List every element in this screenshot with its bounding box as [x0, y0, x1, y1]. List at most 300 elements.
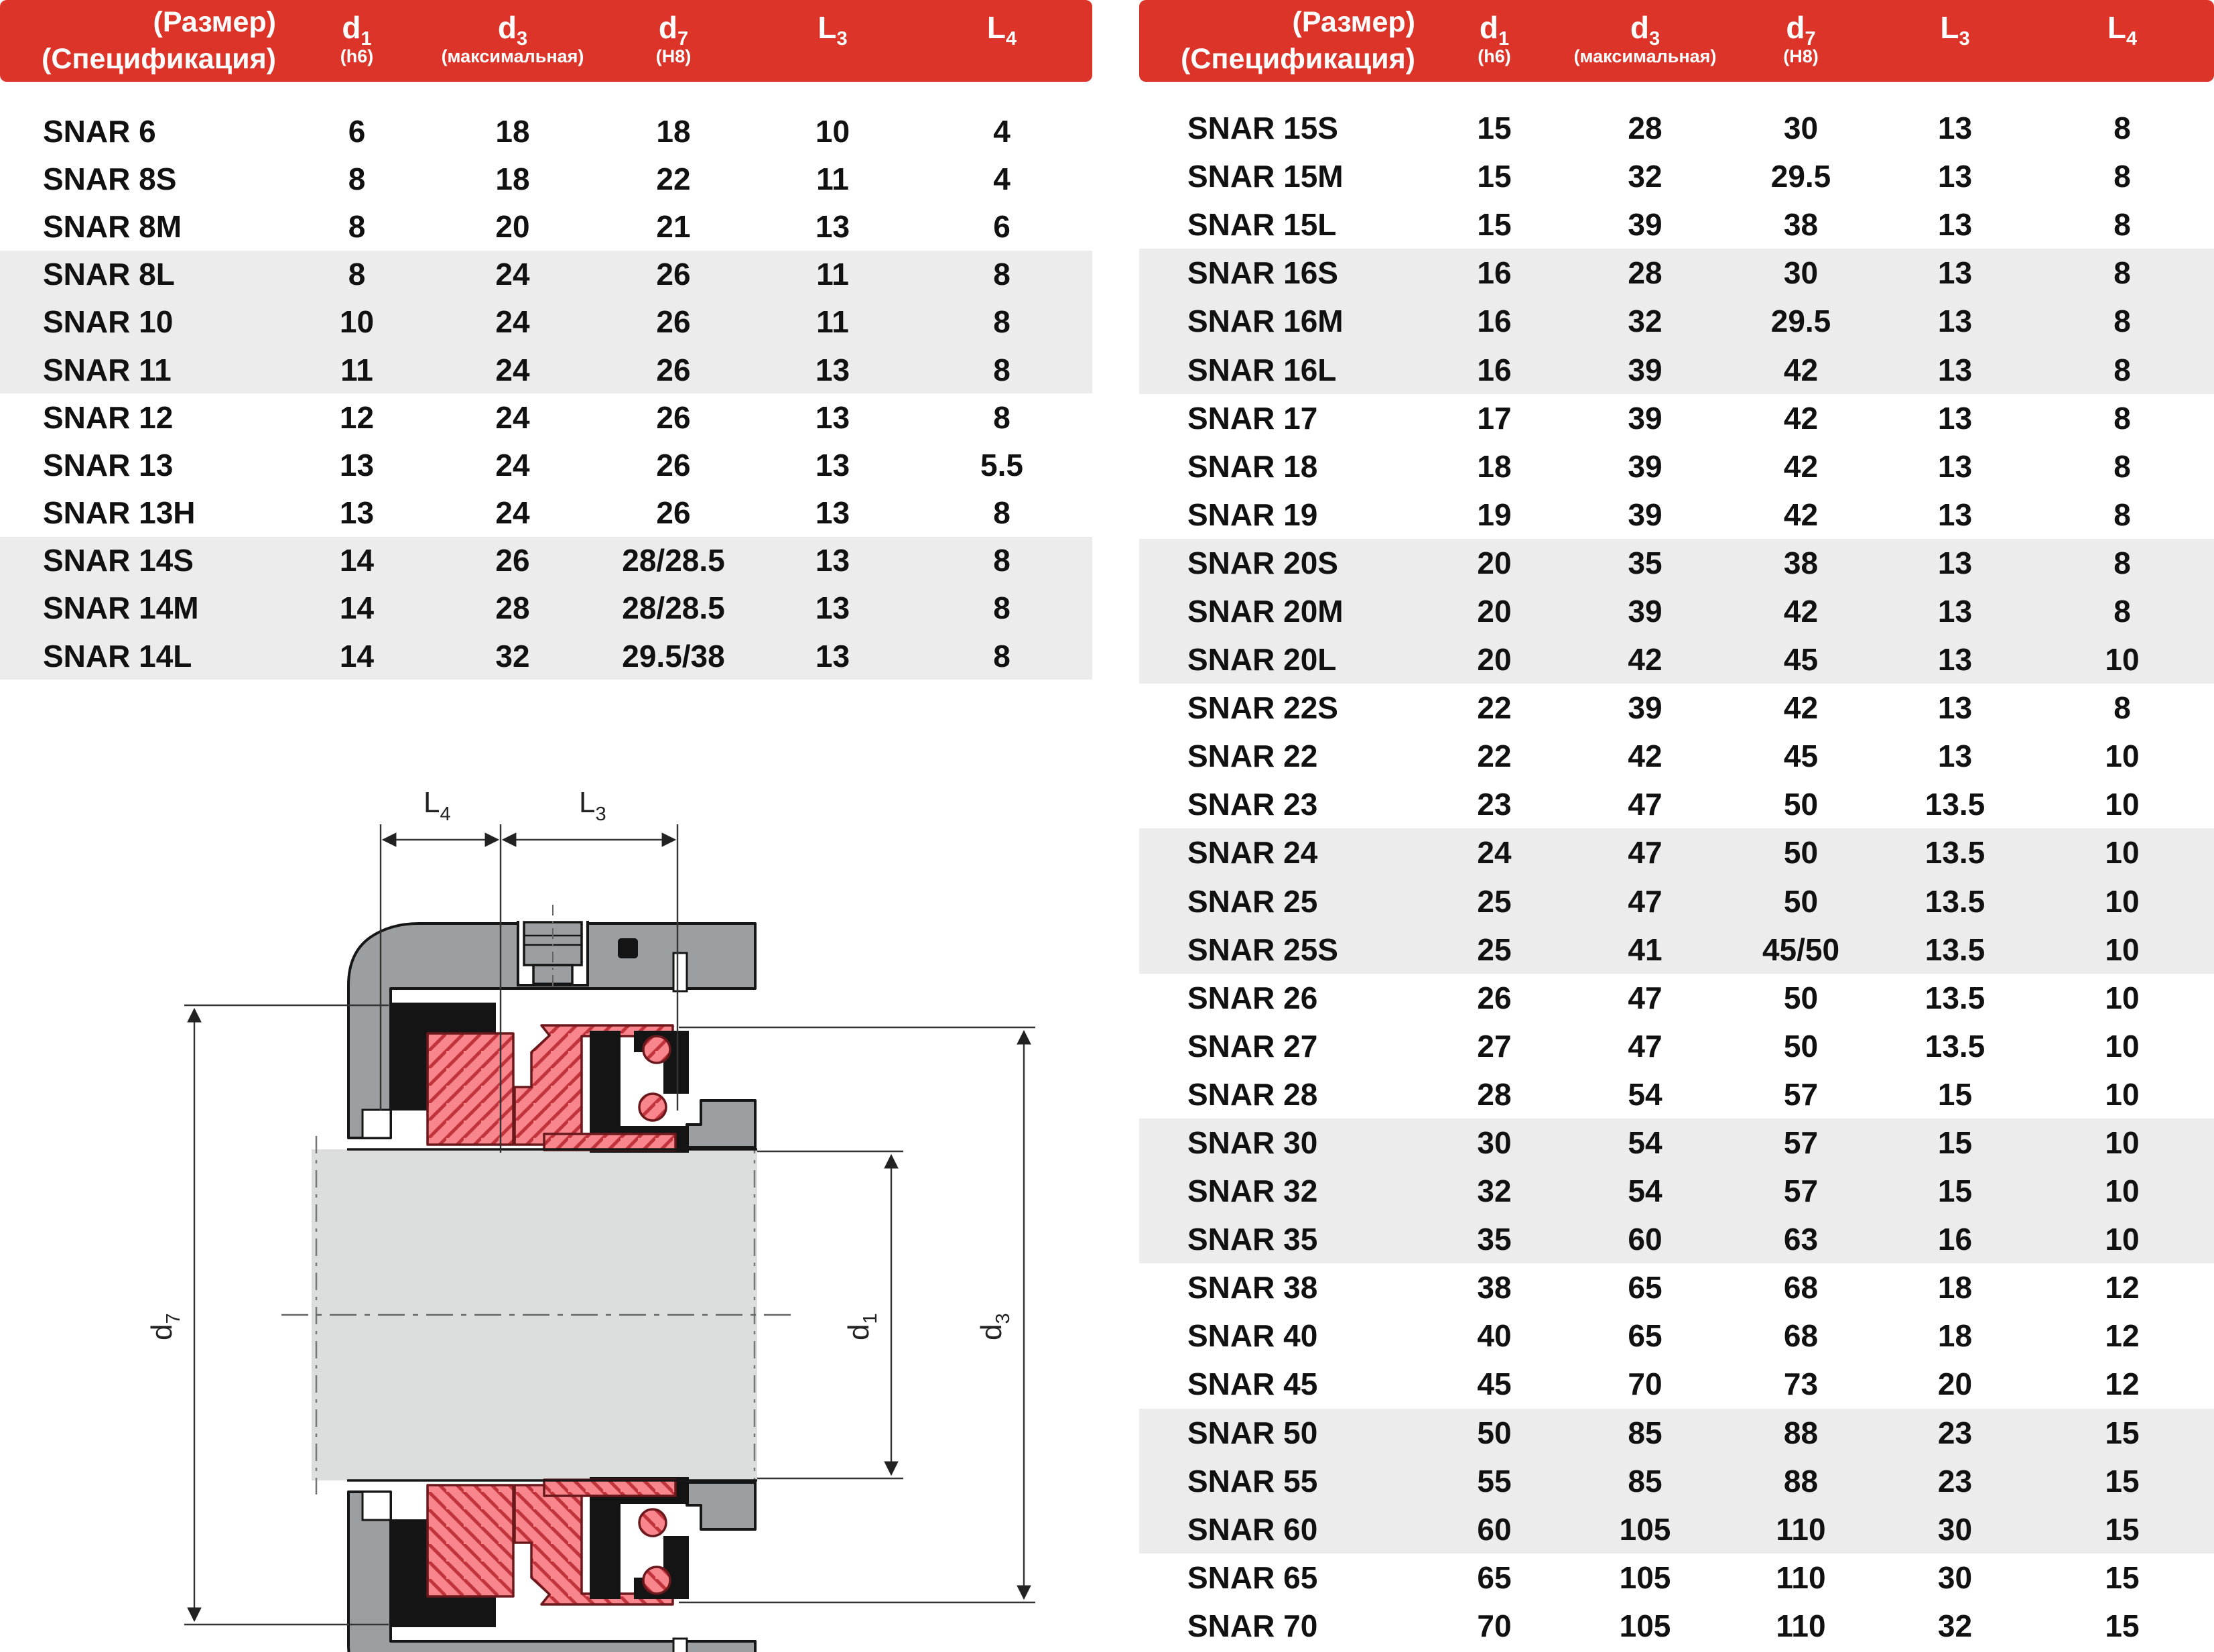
cell-l3: 13.5 — [1925, 980, 1985, 1015]
table-header — [1139, 0, 2214, 82]
cell-name: SNAR 14L — [43, 638, 192, 674]
cell-d3: 65 — [1628, 1318, 1663, 1354]
header-spec-line: (Спецификация) — [42, 43, 276, 75]
header-col-L4 — [2030, 12, 2214, 70]
table-row — [0, 251, 1092, 298]
cell-d7: 42 — [1783, 352, 1819, 387]
cell-d7: 50 — [1783, 883, 1819, 919]
cell-d3: 105 — [1619, 1511, 1671, 1547]
table-row — [1139, 732, 2214, 780]
cell-d1: 16 — [1477, 352, 1512, 387]
cell-l3: 15 — [1937, 1125, 1973, 1161]
table-row — [1139, 539, 2214, 587]
table-row — [1139, 828, 2214, 877]
cell-d1: 13 — [339, 495, 375, 531]
cell-name: SNAR 26 — [1187, 980, 1318, 1015]
cell-name: SNAR 60 — [1187, 1511, 1318, 1547]
table-row — [1139, 780, 2214, 828]
cell-l4: 8 — [993, 495, 1011, 531]
cell-l3: 16 — [1937, 1222, 1973, 1257]
cell-name: SNAR 17 — [1187, 400, 1318, 436]
cell-d1: 38 — [1477, 1270, 1512, 1306]
cell-d1: 45 — [1477, 1367, 1512, 1402]
cell-d3: 24 — [495, 447, 530, 483]
cell-d3: 39 — [1628, 352, 1663, 387]
header-col-L3 — [1880, 12, 2030, 70]
seal-cross-section-diagram — [80, 737, 1086, 1652]
cell-d7: 57 — [1783, 1076, 1819, 1112]
table-row — [1139, 684, 2214, 732]
cell-l4: 10 — [2105, 1076, 2140, 1112]
cell-name: SNAR 15S — [1187, 111, 1338, 146]
cell-l4: 8 — [2113, 545, 2131, 580]
cell-l4: 10 — [2105, 835, 2140, 871]
header-spec-line: (Спецификация) — [1181, 43, 1415, 75]
cell-name: SNAR 10 — [43, 304, 174, 340]
table-row — [1139, 1022, 2214, 1070]
cell-d3: 28 — [1628, 255, 1663, 291]
d1-label: d — [342, 10, 361, 45]
cell-l3: 10 — [815, 113, 850, 149]
cell-d7: 73 — [1783, 1367, 1819, 1402]
cell-d7: 26 — [656, 447, 691, 483]
table-row — [1139, 152, 2214, 200]
table-row — [1139, 1215, 2214, 1263]
cell-l4: 12 — [2105, 1270, 2140, 1306]
table-row — [1139, 394, 2214, 442]
cell-l4: 8 — [993, 304, 1011, 340]
table-row — [1139, 1553, 2214, 1602]
cell-l4: 15 — [2105, 1463, 2140, 1499]
header-col-d1 — [1421, 12, 1568, 70]
table-row — [0, 441, 1092, 489]
cell-d7: 29.5 — [1770, 304, 1831, 339]
L4-label: L — [986, 10, 1006, 45]
d3-label: d — [1630, 10, 1649, 45]
table-header — [0, 0, 1092, 82]
d3-note: (максимальная) — [441, 46, 584, 66]
cell-name: SNAR 16M — [1187, 304, 1344, 339]
cell-l3: 13 — [1937, 159, 1973, 194]
cell-d7: 42 — [1783, 690, 1819, 726]
cell-l3: 13 — [1937, 111, 1973, 146]
cell-d3: 28 — [495, 590, 530, 626]
header-col-d1 — [281, 12, 432, 70]
cell-l3: 13 — [815, 352, 850, 387]
cell-d7: 45 — [1783, 642, 1819, 678]
cell-d7: 50 — [1783, 1028, 1819, 1064]
set-screw — [518, 905, 588, 991]
table-row — [1139, 926, 2214, 974]
cell-l3: 13 — [1937, 690, 1973, 726]
table-row — [1139, 249, 2214, 297]
left-spec-table — [0, 0, 1092, 680]
cell-name: SNAR 15M — [1187, 159, 1344, 194]
cell-l3: 30 — [1937, 1560, 1973, 1595]
cell-l4: 10 — [2105, 1222, 2140, 1257]
cell-l3: 13.5 — [1925, 835, 1985, 871]
cell-d7: 57 — [1783, 1173, 1819, 1209]
cell-d1: 22 — [1477, 690, 1512, 726]
cell-d7: 50 — [1783, 787, 1819, 822]
cell-d7: 30 — [1783, 111, 1819, 146]
cell-name: SNAR 15L — [1187, 207, 1337, 243]
cell-name: SNAR 50 — [1187, 1415, 1318, 1450]
cell-d1: 10 — [339, 304, 375, 340]
cell-name: SNAR 32 — [1187, 1173, 1318, 1209]
cell-l4: 8 — [2113, 207, 2131, 243]
cell-name: SNAR 35 — [1187, 1222, 1318, 1257]
cell-d7: 45 — [1783, 739, 1819, 774]
cell-d3: 41 — [1628, 932, 1663, 967]
cell-l3: 13 — [815, 543, 850, 578]
dim-label-L3: $L_3$ — [579, 786, 606, 825]
cell-l4: 5.5 — [980, 447, 1023, 483]
cell-d3: 105 — [1619, 1560, 1671, 1595]
cell-name: SNAR 70 — [1187, 1608, 1318, 1643]
d7-note: (H8) — [1783, 46, 1819, 66]
cell-d1: 55 — [1477, 1463, 1512, 1499]
header-col-d3 — [1568, 12, 1722, 70]
cell-l4: 10 — [2105, 1028, 2140, 1064]
cell-l4: 10 — [2105, 883, 2140, 919]
cell-l4: 10 — [2105, 1125, 2140, 1161]
table-row — [1139, 1167, 2214, 1215]
table-row — [0, 346, 1092, 393]
cell-l4: 8 — [2113, 352, 2131, 387]
cell-d1: 13 — [339, 447, 375, 483]
cell-name: SNAR 16S — [1187, 255, 1338, 291]
cell-d3: 60 — [1628, 1222, 1663, 1257]
cell-d1: 14 — [339, 590, 375, 626]
cell-d3: 26 — [495, 543, 530, 578]
cell-d7: 57 — [1783, 1125, 1819, 1161]
cell-d1: 16 — [1477, 304, 1512, 339]
L3-sub: 3 — [1959, 28, 1970, 50]
L4-label: L — [2107, 10, 2126, 45]
cell-l4: 8 — [993, 543, 1011, 578]
cell-d7: 68 — [1783, 1318, 1819, 1354]
cell-l3: 18 — [1937, 1318, 1973, 1354]
cell-d1: 27 — [1477, 1028, 1512, 1064]
cell-l4: 15 — [2105, 1511, 2140, 1547]
cell-d7: 22 — [656, 161, 691, 196]
d3-label: d — [497, 10, 517, 45]
cell-l4: 8 — [993, 638, 1011, 674]
cell-name: SNAR 20S — [1187, 545, 1338, 580]
table-row — [1139, 345, 2214, 393]
cell-d3: 47 — [1628, 1028, 1663, 1064]
cell-d7: 88 — [1783, 1463, 1819, 1499]
cell-l3: 15 — [1937, 1173, 1973, 1209]
d1-note: (h6) — [1478, 46, 1511, 66]
cell-d3: 24 — [495, 257, 530, 292]
cell-l3: 13 — [1937, 545, 1973, 580]
header-col-L4 — [911, 12, 1092, 70]
cell-name: SNAR 13 — [43, 447, 174, 483]
cell-d1: 40 — [1477, 1318, 1512, 1354]
cell-d1: 35 — [1477, 1222, 1512, 1257]
cell-name: SNAR 8L — [43, 257, 175, 292]
cell-l3: 30 — [1937, 1511, 1973, 1547]
cell-d7: 29.5 — [1770, 159, 1831, 194]
cell-d3: 47 — [1628, 835, 1663, 871]
cell-d7: 26 — [656, 304, 691, 340]
cell-name: SNAR 27 — [1187, 1028, 1318, 1064]
table-row — [0, 584, 1092, 632]
cell-l4: 4 — [993, 113, 1011, 149]
cell-l4: 8 — [2113, 690, 2131, 726]
cell-name: SNAR 12 — [43, 399, 174, 435]
table-row — [1139, 1457, 2214, 1505]
cell-d1: 11 — [340, 352, 373, 387]
L3-sub: 3 — [836, 28, 848, 50]
cell-d1: 6 — [348, 113, 366, 149]
cell-d1: 22 — [1477, 739, 1512, 774]
cell-d1: 18 — [1477, 448, 1512, 484]
cell-d1: 15 — [1477, 207, 1512, 243]
cell-d1: 8 — [348, 257, 366, 292]
cell-l4: 10 — [2105, 642, 2140, 678]
table-row — [1139, 1602, 2214, 1650]
dim-label-d7: $d_7$ — [145, 1313, 184, 1340]
table-row — [1139, 1312, 2214, 1360]
cell-d1: 60 — [1477, 1511, 1512, 1547]
cell-name: SNAR 22S — [1187, 690, 1338, 726]
cell-d3: 54 — [1628, 1125, 1663, 1161]
table-row — [1139, 1119, 2214, 1167]
cell-name: SNAR 24 — [1187, 835, 1318, 871]
cell-d7: 68 — [1783, 1270, 1819, 1306]
cell-d7: 21 — [656, 208, 691, 244]
cell-d7: 50 — [1783, 980, 1819, 1015]
cell-l4: 8 — [2113, 159, 2131, 194]
cell-d1: 65 — [1477, 1560, 1512, 1595]
cell-d1: 24 — [1477, 835, 1512, 871]
table-body — [1139, 104, 2214, 1650]
cell-name: SNAR 25S — [1187, 932, 1338, 967]
cell-d7: 26 — [656, 399, 691, 435]
table-row — [0, 393, 1092, 441]
cell-l3: 13 — [1937, 400, 1973, 436]
cell-d3: 39 — [1628, 207, 1663, 243]
cell-d1: 25 — [1477, 932, 1512, 967]
cell-l3: 23 — [1937, 1463, 1973, 1499]
cell-l4: 10 — [2105, 932, 2140, 967]
cell-d7: 45/50 — [1762, 932, 1840, 967]
cell-l3: 13 — [1937, 448, 1973, 484]
table-row — [0, 298, 1092, 346]
cell-l3: 18 — [1937, 1270, 1973, 1306]
d3-sub: 3 — [1648, 28, 1661, 50]
table-row — [0, 489, 1092, 537]
cell-d3: 65 — [1628, 1270, 1663, 1306]
cell-l3: 11 — [816, 161, 849, 196]
table-row — [1139, 1409, 2214, 1457]
L3-label: L — [1940, 10, 1959, 45]
cell-name: SNAR 23 — [1187, 787, 1318, 822]
table-row — [1139, 1360, 2214, 1408]
table-row — [1139, 200, 2214, 249]
cell-d3: 54 — [1628, 1076, 1663, 1112]
table-row — [0, 107, 1092, 155]
cell-l4: 12 — [2105, 1367, 2140, 1402]
cell-d3: 35 — [1628, 545, 1663, 580]
L3-label: L — [818, 10, 837, 45]
cell-name: SNAR 28 — [1187, 1076, 1318, 1112]
seal-lower-half — [347, 1477, 757, 1652]
cell-d3: 47 — [1628, 980, 1663, 1015]
cell-l3: 13 — [1937, 497, 1973, 532]
cell-l3: 23 — [1937, 1415, 1973, 1450]
cell-d3: 42 — [1628, 739, 1663, 774]
table-row — [1139, 1263, 2214, 1312]
cell-d1: 19 — [1477, 497, 1512, 532]
cell-l3: 13.5 — [1925, 883, 1985, 919]
cell-d3: 39 — [1628, 497, 1663, 532]
cell-d7: 26 — [656, 257, 691, 292]
cell-d1: 20 — [1477, 642, 1512, 678]
table-row — [1139, 104, 2214, 152]
cell-d7: 110 — [1776, 1608, 1826, 1643]
cell-d3: 32 — [1628, 304, 1663, 339]
cell-l3: 13 — [1937, 739, 1973, 774]
cell-name: SNAR 13H — [43, 495, 196, 531]
table-row — [1139, 442, 2214, 491]
cell-d3: 39 — [1628, 448, 1663, 484]
d1-label: d — [1479, 10, 1498, 45]
cell-d7: 18 — [656, 113, 691, 149]
cell-d3: 105 — [1619, 1608, 1671, 1643]
table-row — [0, 632, 1092, 680]
cell-l4: 8 — [993, 399, 1011, 435]
header-col-d7 — [1722, 12, 1880, 70]
dim-label-L4: $L_4$ — [424, 786, 451, 825]
cell-d3: 54 — [1628, 1173, 1663, 1209]
cell-d1: 50 — [1477, 1415, 1512, 1450]
cell-d1: 32 — [1477, 1173, 1512, 1209]
cell-d3: 85 — [1628, 1415, 1663, 1450]
cell-name: SNAR 14M — [43, 590, 199, 626]
cell-d3: 24 — [495, 304, 530, 340]
cell-d3: 24 — [495, 495, 530, 531]
cell-name: SNAR 16L — [1187, 352, 1337, 387]
table-row — [1139, 1070, 2214, 1119]
cell-l3: 13.5 — [1925, 932, 1985, 967]
cell-d7: 29.5/38 — [622, 638, 725, 674]
cell-l4: 10 — [2105, 1173, 2140, 1209]
cell-l4: 10 — [2105, 739, 2140, 774]
cell-d3: 39 — [1628, 593, 1663, 629]
cell-name: SNAR 38 — [1187, 1270, 1318, 1306]
cell-d3: 32 — [495, 638, 530, 674]
cell-d1: 15 — [1477, 159, 1512, 194]
table-row — [1139, 587, 2214, 635]
cell-d7: 38 — [1783, 545, 1819, 580]
cell-l4: 8 — [2113, 448, 2131, 484]
cell-l4: 8 — [2113, 400, 2131, 436]
cell-name: SNAR 65 — [1187, 1560, 1318, 1595]
cell-d3: 85 — [1628, 1463, 1663, 1499]
cell-d1: 14 — [339, 638, 375, 674]
table-row — [0, 537, 1092, 584]
cell-d1: 20 — [1477, 545, 1512, 580]
cell-l4: 12 — [2105, 1318, 2140, 1354]
cell-d3: 18 — [495, 113, 530, 149]
cell-name: SNAR 20L — [1187, 642, 1337, 678]
cell-l3: 13 — [1937, 642, 1973, 678]
cell-l3: 13 — [1937, 207, 1973, 243]
header-size-line: (Размер) — [153, 5, 276, 38]
cell-d1: 26 — [1477, 980, 1512, 1015]
cell-d7: 42 — [1783, 593, 1819, 629]
cell-l3: 20 — [1937, 1367, 1973, 1402]
table-row — [0, 155, 1092, 202]
cell-name: SNAR 30 — [1187, 1125, 1318, 1161]
cell-d7: 26 — [656, 495, 691, 531]
cell-l3: 32 — [1937, 1608, 1973, 1643]
table-row — [1139, 491, 2214, 539]
d1-sub: 1 — [1498, 28, 1510, 50]
d7-note: (H8) — [655, 46, 692, 66]
cell-d7: 28/28.5 — [622, 543, 725, 578]
cell-l4: 8 — [2113, 497, 2131, 532]
cell-l3: 11 — [816, 257, 849, 292]
cell-d1: 16 — [1477, 255, 1512, 291]
cell-d3: 70 — [1628, 1367, 1663, 1402]
cell-d3: 47 — [1628, 787, 1663, 822]
cell-l3: 13.5 — [1925, 1028, 1985, 1064]
cell-name: SNAR 8M — [43, 208, 182, 244]
cell-l4: 15 — [2105, 1415, 2140, 1450]
cell-d3: 24 — [495, 352, 530, 387]
cell-l4: 8 — [2113, 255, 2131, 291]
cell-l4: 4 — [993, 161, 1011, 196]
cell-l3: 13 — [815, 638, 850, 674]
cell-d3: 39 — [1628, 400, 1663, 436]
header-size-spec — [0, 4, 281, 78]
cell-name: SNAR 45 — [1187, 1367, 1318, 1402]
cell-d7: 50 — [1783, 835, 1819, 871]
cell-l4: 8 — [2113, 111, 2131, 146]
right-spec-table — [1139, 0, 2214, 1650]
cell-l4: 10 — [2105, 787, 2140, 822]
cell-l3: 13 — [815, 208, 850, 244]
d7-sub: 7 — [677, 28, 689, 50]
header-col-L3 — [754, 12, 911, 70]
cell-d7: 110 — [1776, 1560, 1826, 1595]
cell-l3: 13 — [815, 590, 850, 626]
cell-l3: 13 — [1937, 255, 1973, 291]
cell-l3: 11 — [816, 304, 849, 340]
cell-l4: 8 — [993, 352, 1011, 387]
cell-d3: 18 — [495, 161, 530, 196]
cell-name: SNAR 19 — [1187, 497, 1318, 532]
cell-l4: 15 — [2105, 1560, 2140, 1595]
table-body — [0, 107, 1092, 680]
cell-d1: 8 — [348, 208, 366, 244]
cell-d1: 15 — [1477, 111, 1512, 146]
cell-d3: 24 — [495, 399, 530, 435]
cell-name: SNAR 8S — [43, 161, 177, 196]
cell-d7: 28/28.5 — [622, 590, 725, 626]
cell-d7: 88 — [1783, 1415, 1819, 1450]
cell-l4: 6 — [993, 208, 1011, 244]
d3-note: (максимальная) — [1573, 46, 1717, 66]
cell-l4: 10 — [2105, 980, 2140, 1015]
cell-l4: 8 — [2113, 593, 2131, 629]
table-row — [1139, 974, 2214, 1022]
